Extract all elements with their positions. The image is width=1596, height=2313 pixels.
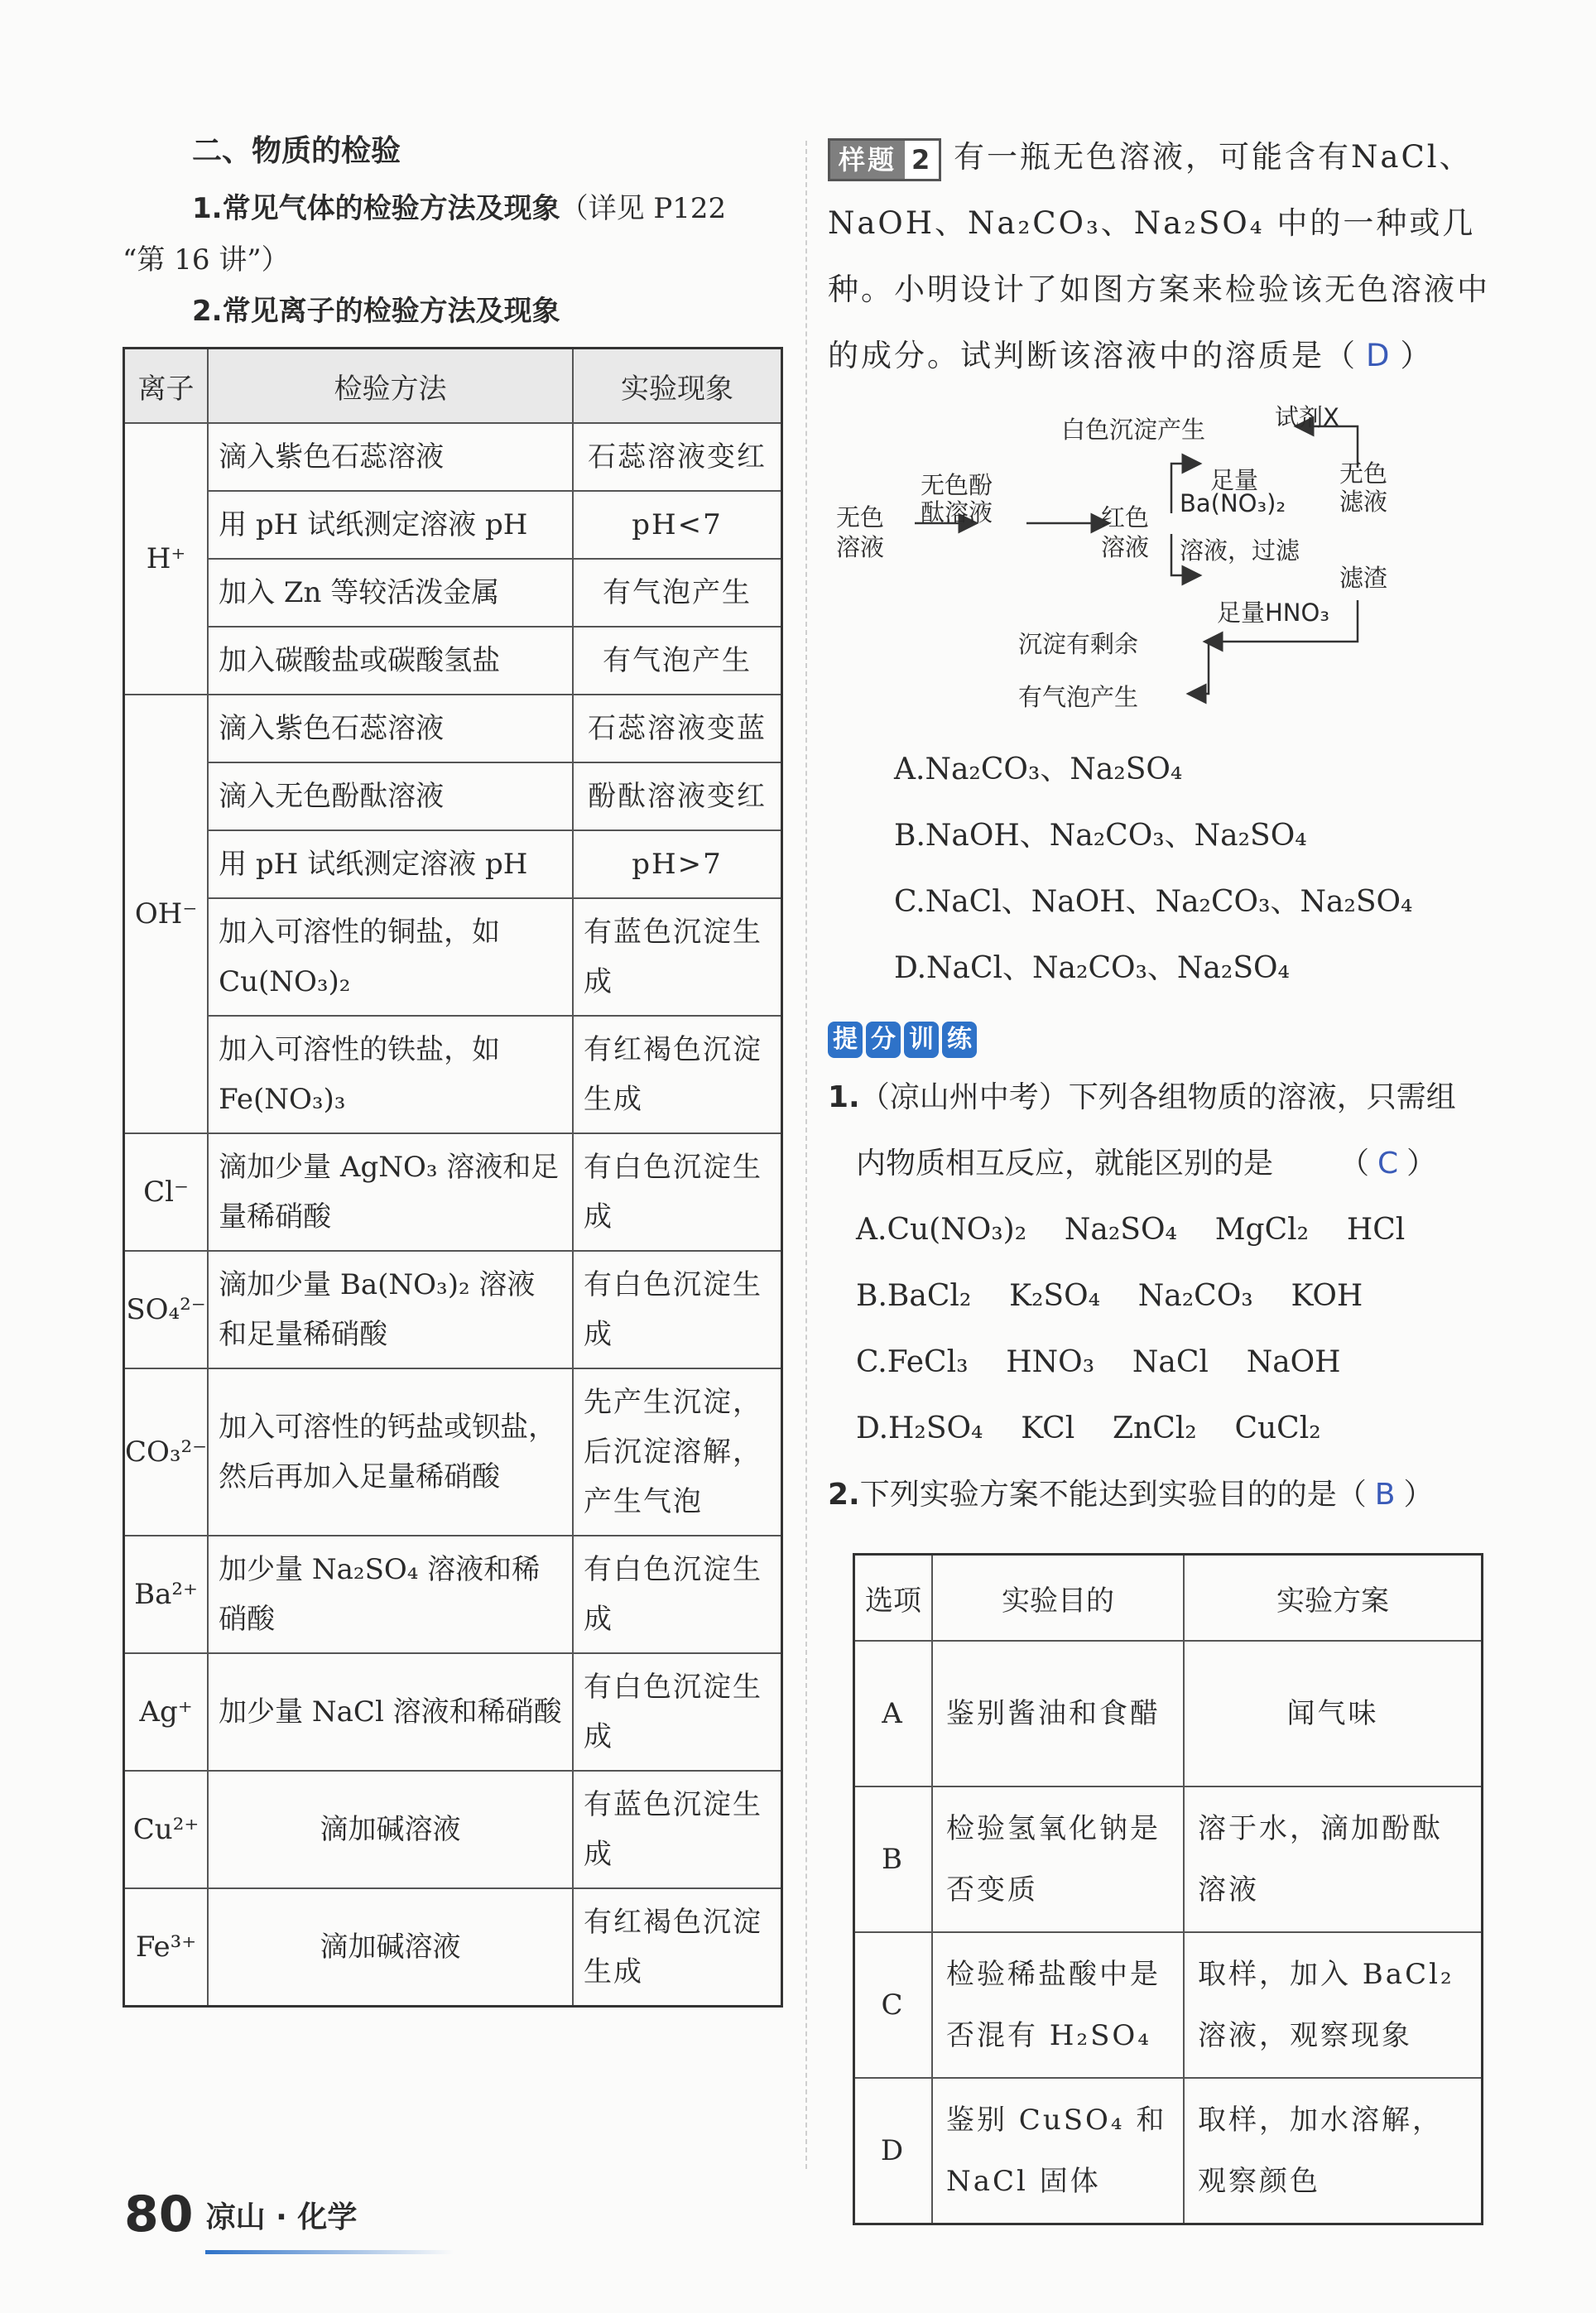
- flow-filtrate-a: 无色: [1339, 459, 1388, 488]
- book-title: 凉山 · 化学: [205, 2200, 358, 2234]
- method-cell: 滴加碱溶液: [208, 1771, 573, 1888]
- question-2: 2.下列实验方案不能达到实验目的的是（ B ）: [828, 1478, 1434, 1512]
- flow-phenol-a: 无色酚: [921, 471, 993, 499]
- method-cell: 滴加碱溶液: [208, 1888, 573, 2007]
- purpose-cell: 鉴别酱油和食醋: [932, 1641, 1184, 1786]
- subheading-ion: 2.常见离子的检验方法及现象: [192, 295, 560, 328]
- plan-cell: 取样，加水溶解，观察颜色: [1184, 2078, 1483, 2224]
- table-header-row: [124, 349, 782, 424]
- experiment-table: [853, 1553, 1483, 2225]
- method-cell: 滴入紫色石蕊溶液: [208, 423, 573, 491]
- q1-option-a: A.Cu(NO₃)₂ Na₂SO₄ MgCl₂ HCl: [856, 1213, 1406, 1247]
- ion-cell: CO₃²⁻: [124, 1368, 209, 1536]
- column-divider: [805, 141, 807, 2169]
- sample-question-text: 有一瓶无色溶液，可能含有NaCl、NaOH、Na₂CO₃、Na₂SO₄ 中的一种或几种。小明设计了如图方案来检验该无色溶液中的成分。试判断该溶液中的溶质是: [828, 139, 1490, 373]
- flow-start-b: 溶液: [836, 533, 885, 561]
- result-cell: 酚酞溶液变红: [573, 762, 782, 830]
- plan-cell: 取样，加入 BaCl₂ 溶液，观察现象: [1184, 1932, 1483, 2078]
- table-row: [124, 1368, 782, 1536]
- purpose-cell: 鉴别 CuSO₄ 和 NaCl 固体: [932, 2078, 1184, 2224]
- result-cell: 有气泡产生: [573, 559, 782, 627]
- table-row: [854, 1641, 1483, 1786]
- header-purpose: 实验目的: [932, 1555, 1184, 1642]
- subheading-gas-note: （详见 P122: [560, 192, 727, 225]
- sample-badge-number: 2: [905, 141, 939, 179]
- method-cell: 滴入无色酚酞溶液: [208, 762, 573, 830]
- training-char: 提: [828, 1022, 863, 1058]
- key-cell: C: [854, 1932, 933, 2078]
- training-char: 练: [942, 1022, 977, 1058]
- q1-option-b: B.BaCl₂ K₂SO₄ Na₂CO₃ KOH: [856, 1279, 1363, 1313]
- method-cell: 加入碳酸盐或碳酸氢盐: [208, 627, 573, 695]
- result-cell: 石蕊溶液变红: [573, 423, 782, 491]
- sample-answer: D: [1366, 338, 1392, 373]
- result-cell: 石蕊溶液变蓝: [573, 695, 782, 762]
- table-row: [124, 1133, 782, 1251]
- result-cell: 有蓝色沉淀生成: [573, 1771, 782, 1888]
- flow-diagram: [828, 397, 1490, 737]
- method-cell: 滴入紫色石蕊溶液: [208, 695, 573, 762]
- flow-ppt-remain: 沉淀有剩余: [1018, 630, 1139, 658]
- subheading-gas-note-cont: “第 16 讲”）: [123, 243, 290, 277]
- table-row: [124, 898, 782, 1016]
- section-title: 二、物质的检验: [192, 134, 401, 168]
- sample-badge-label: 样题: [830, 141, 905, 179]
- table-row: [854, 1786, 1483, 1932]
- sample-option-d: D.NaCl、Na₂CO₃、Na₂SO₄: [894, 951, 1290, 985]
- header-method: 检验方法: [208, 349, 573, 424]
- flow-ba-no3: Ba(NO₃)₂: [1180, 489, 1286, 517]
- ion-cell: OH⁻: [124, 695, 209, 1133]
- table-row: [124, 491, 782, 559]
- left-column: [123, 124, 785, 2008]
- flow-red-a: 红色: [1101, 503, 1150, 531]
- page-number: 80: [124, 2186, 194, 2243]
- ion-cell: Ag⁺: [124, 1653, 209, 1771]
- method-cell: 用 pH 试纸测定溶液 pH: [208, 830, 573, 898]
- question-1-line2: 内物质相互反应，就能区别的是 （ C ）: [856, 1147, 1437, 1181]
- flow-white-ppt: 白色沉淀产生: [1061, 416, 1206, 444]
- header-key: 选项: [854, 1555, 933, 1642]
- flow-excess-hno3: 足量HNO₃: [1217, 599, 1329, 627]
- table-row: [124, 762, 782, 830]
- table-row: [124, 627, 782, 695]
- key-cell: B: [854, 1786, 933, 1932]
- question-2-answer: B: [1374, 1478, 1396, 1512]
- method-cell: 加少量 NaCl 溶液和稀硝酸: [208, 1653, 573, 1771]
- result-cell: 有红褐色沉淀生成: [573, 1888, 782, 2007]
- right-column: [828, 124, 1490, 2225]
- question-1-answer: C: [1377, 1147, 1399, 1181]
- flow-phenol-b: 酞溶液: [921, 498, 993, 527]
- table-row: [124, 1251, 782, 1368]
- q1-option-c: C.FeCl₃ HNO₃ NaCl NaOH: [856, 1345, 1341, 1379]
- table-row: [124, 830, 782, 898]
- flow-start-a: 无色: [836, 503, 885, 531]
- key-cell: D: [854, 2078, 933, 2224]
- result-cell: 有白色沉淀生成: [573, 1251, 782, 1368]
- sample-question: 样题 2 有一瓶无色溶液，可能含有NaCl、NaOH、Na₂CO₃、Na₂SO₄ 中的一种或几种。小明设计了如图方案来检验该无色溶液中的成分。试判断该溶液中的溶质是（ D ）: [828, 139, 1490, 373]
- table-header-row: [854, 1555, 1483, 1642]
- table-row: [124, 1888, 782, 2007]
- table-row: [124, 1653, 782, 1771]
- page-footer: [124, 2186, 357, 2243]
- result-cell: 先产生沉淀，后沉淀溶解，产生气泡: [573, 1368, 782, 1536]
- sample-option-c: C.NaCl、NaOH、Na₂CO₃、Na₂SO₄: [894, 885, 1413, 919]
- ion-cell: Fe³⁺: [124, 1888, 209, 2007]
- training-char: 分: [866, 1022, 901, 1058]
- arrow-to-bubbles: [1188, 642, 1209, 694]
- question-2-number: 2.: [828, 1478, 860, 1512]
- result-cell: 有白色沉淀生成: [573, 1536, 782, 1653]
- question-1-text-a: （凉山州中考）下列各组物质的溶液，只需组: [859, 1080, 1456, 1114]
- table-row: [124, 1016, 782, 1133]
- method-cell: 滴加少量 Ba(NO₃)₂ 溶液和足量稀硝酸: [208, 1251, 573, 1368]
- key-cell: A: [854, 1641, 933, 1786]
- flow-arrows: [828, 397, 1490, 737]
- ion-cell: Cu²⁺: [124, 1771, 209, 1888]
- flow-filter: 溶液，过滤: [1180, 536, 1300, 565]
- table-row: [124, 559, 782, 627]
- sample-option-a: A.Na₂CO₃、Na₂SO₄: [894, 753, 1183, 786]
- purpose-cell: 检验稀盐酸中是否混有 H₂SO₄: [932, 1932, 1184, 2078]
- training-header: [828, 1022, 1490, 1058]
- subheading-gas: [192, 183, 785, 234]
- flow-bubbles: 有气泡产生: [1018, 683, 1139, 711]
- method-cell: 加入 Zn 等较活泼金属: [208, 559, 573, 627]
- flow-red-b: 溶液: [1101, 533, 1150, 561]
- flow-filtrate-b: 滤液: [1339, 488, 1388, 516]
- purpose-cell: 检验氢氧化钠是否变质: [932, 1786, 1184, 1932]
- question-1-text-b: 内物质相互反应，就能区别的是: [856, 1147, 1274, 1181]
- table-row: [854, 1932, 1483, 2078]
- question-1-number: 1.: [828, 1080, 860, 1114]
- plan-cell: 闻气味: [1184, 1641, 1483, 1786]
- ion-cell: Cl⁻: [124, 1133, 209, 1251]
- flow-residue: 滤渣: [1339, 564, 1388, 592]
- method-cell: 用 pH 试纸测定溶液 pH: [208, 491, 573, 559]
- question-1: [828, 1065, 1490, 1131]
- result-cell: 有白色沉淀生成: [573, 1133, 782, 1251]
- header-ion: 离子: [124, 349, 209, 424]
- table-row: [124, 1771, 782, 1888]
- question-2-text: 下列实验方案不能达到实验目的的是: [859, 1478, 1337, 1512]
- method-cell: 加入可溶性的铁盐，如Fe(NO₃)₃: [208, 1016, 573, 1133]
- result-cell: 有蓝色沉淀生成: [573, 898, 782, 1016]
- method-cell: 加少量 Na₂SO₄ 溶液和稀硝酸: [208, 1536, 573, 1653]
- result-cell: 有白色沉淀生成: [573, 1653, 782, 1771]
- plan-cell: 溶于水，滴加酚酞溶液: [1184, 1786, 1483, 1932]
- sample-option-b: B.NaOH、Na₂CO₃、Na₂SO₄: [894, 819, 1307, 853]
- ion-cell: Ba²⁺: [124, 1536, 209, 1653]
- sample-badge: [828, 138, 941, 181]
- table-row: [124, 423, 782, 491]
- method-cell: 滴加少量 AgNO₃ 溶液和足量稀硝酸: [208, 1133, 573, 1251]
- footer-accent-line: [205, 2250, 454, 2254]
- flow-reagent-x: 试剂X: [1275, 403, 1339, 431]
- header-plan: 实验方案: [1184, 1555, 1483, 1642]
- result-cell: 有气泡产生: [573, 627, 782, 695]
- table-row: [854, 2078, 1483, 2224]
- method-cell: 加入可溶性的铜盐，如Cu(NO₃)₂: [208, 898, 573, 1016]
- q1-option-d: D.H₂SO₄ KCl ZnCl₂ CuCl₂: [856, 1411, 1321, 1445]
- ion-test-table: [123, 347, 783, 2008]
- result-cell: pH>7: [573, 830, 782, 898]
- result-cell: pH<7: [573, 491, 782, 559]
- table-row: [124, 1536, 782, 1653]
- training-char: 训: [904, 1022, 939, 1058]
- method-cell: 加入可溶性的钙盐或钡盐，然后再加入足量稀硝酸: [208, 1368, 573, 1536]
- result-cell: 有红褐色沉淀生成: [573, 1016, 782, 1133]
- subheading-gas-text: 1.常见气体的检验方法及现象: [192, 192, 560, 225]
- ion-cell: SO₄²⁻: [124, 1251, 209, 1368]
- table-row: [124, 695, 782, 762]
- ion-cell: H⁺: [124, 423, 209, 695]
- header-result: 实验现象: [573, 349, 782, 424]
- flow-excess: 足量: [1210, 466, 1259, 494]
